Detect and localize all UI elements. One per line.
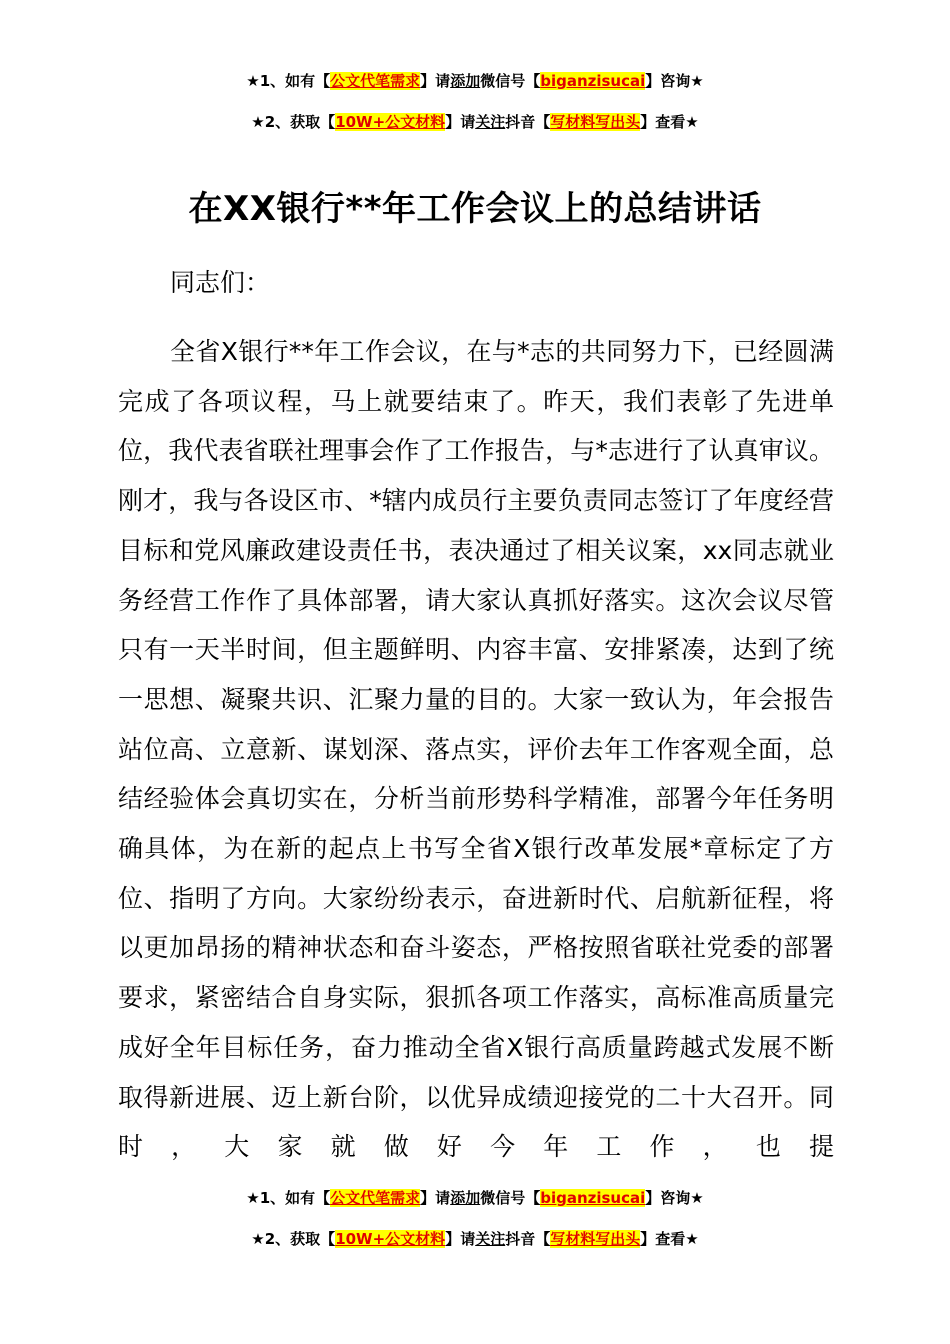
banner-text: 微信号【 <box>480 72 541 90</box>
body-paragraph: 全省X银行**年工作会议，在与*志的共同努力下，已经圆满完成了各项议程，马上就要结束了。昨天，我们表彰了先进单位，我代表省联社理事会作了工作报告，与*志进行了认真审议。刚才，我与各设区市、*辖内成员行主要负责同志签订了年度经营目标和党风廉政建设责任书，表决通过了相关议案，xx同志就业务经营工作作了具体部署，请大家认真抓好落实。这次会议尽管只有一天半时间，但主题鲜明、内容丰富、安排紧凑，达到了统一思想、凝聚共识、汇聚力量的目的。大家一致认为，年会报告站位高、立意新、谋划深、落点实，评价去年工作客观全面，总结经验体会真切实在，分析当前形势科学精准，部署今年任务明确具体，为在新的起点上书写全省X银行改革发展*章标定了方位、指明了方向。大家纷纷表示，奋进新时代、启航新征程，将以更加昂扬的精神状态和奋斗姿态，严格按照省联社党委的部署要求，紧密结合自身实际，狠抓各项工作落实，高标准高质量完成好全年目标任务，奋力推动全省X银行高质量跨越式发展不断取得新进展、迈上新台阶，以优异成绩迎接党的二十大召开。同时，大家就做好今年工作，也提 <box>118 337 834 1162</box>
banner-highlight: 10W+公文材料 <box>335 1230 446 1248</box>
banner-emphasis: 关注 <box>475 113 506 131</box>
header-banner-line-2 <box>0 111 950 133</box>
banner-text: 】查看★ <box>640 1230 699 1248</box>
wechat-id-highlight: biganzisucai <box>540 72 646 90</box>
banner-highlight: 公文代笔需求 <box>330 1189 421 1207</box>
banner-emphasis: 添加 <box>450 72 481 90</box>
banner-text: ★1、如有【 <box>246 1189 331 1207</box>
banner-text: 】咨询★ <box>645 72 704 90</box>
header-banner-line-1 <box>0 70 950 92</box>
banner-text: ★2、获取【 <box>251 1230 336 1248</box>
footer-banner-line-2 <box>0 1228 950 1250</box>
banner-text: 】请 <box>420 72 451 90</box>
document-title: 在XX银行**年工作会议上的总结讲话 <box>188 189 762 229</box>
banner-text: 抖音【 <box>505 113 551 131</box>
banner-highlight: 10W+公文材料 <box>335 113 446 131</box>
banner-text: ★1、如有【 <box>246 72 331 90</box>
salutation: 同志们： <box>170 268 271 297</box>
banner-text: 】请 <box>420 1189 451 1207</box>
banner-emphasis: 关注 <box>475 1230 506 1248</box>
banner-emphasis: 添加 <box>450 1189 481 1207</box>
banner-text: ★2、获取【 <box>251 113 336 131</box>
banner-text: 微信号【 <box>480 1189 541 1207</box>
banner-text: 】查看★ <box>640 113 699 131</box>
wechat-id-highlight: biganzisucai <box>540 1189 646 1207</box>
douyin-id-highlight: 写材料写出头 <box>550 113 641 131</box>
banner-text: 】请 <box>445 1230 476 1248</box>
footer-banner-line-1 <box>0 1187 950 1209</box>
douyin-id-highlight: 写材料写出头 <box>550 1230 641 1248</box>
banner-highlight: 公文代笔需求 <box>330 72 421 90</box>
banner-text: 抖音【 <box>505 1230 551 1248</box>
banner-text: 】咨询★ <box>645 1189 704 1207</box>
banner-text: 】请 <box>445 113 476 131</box>
